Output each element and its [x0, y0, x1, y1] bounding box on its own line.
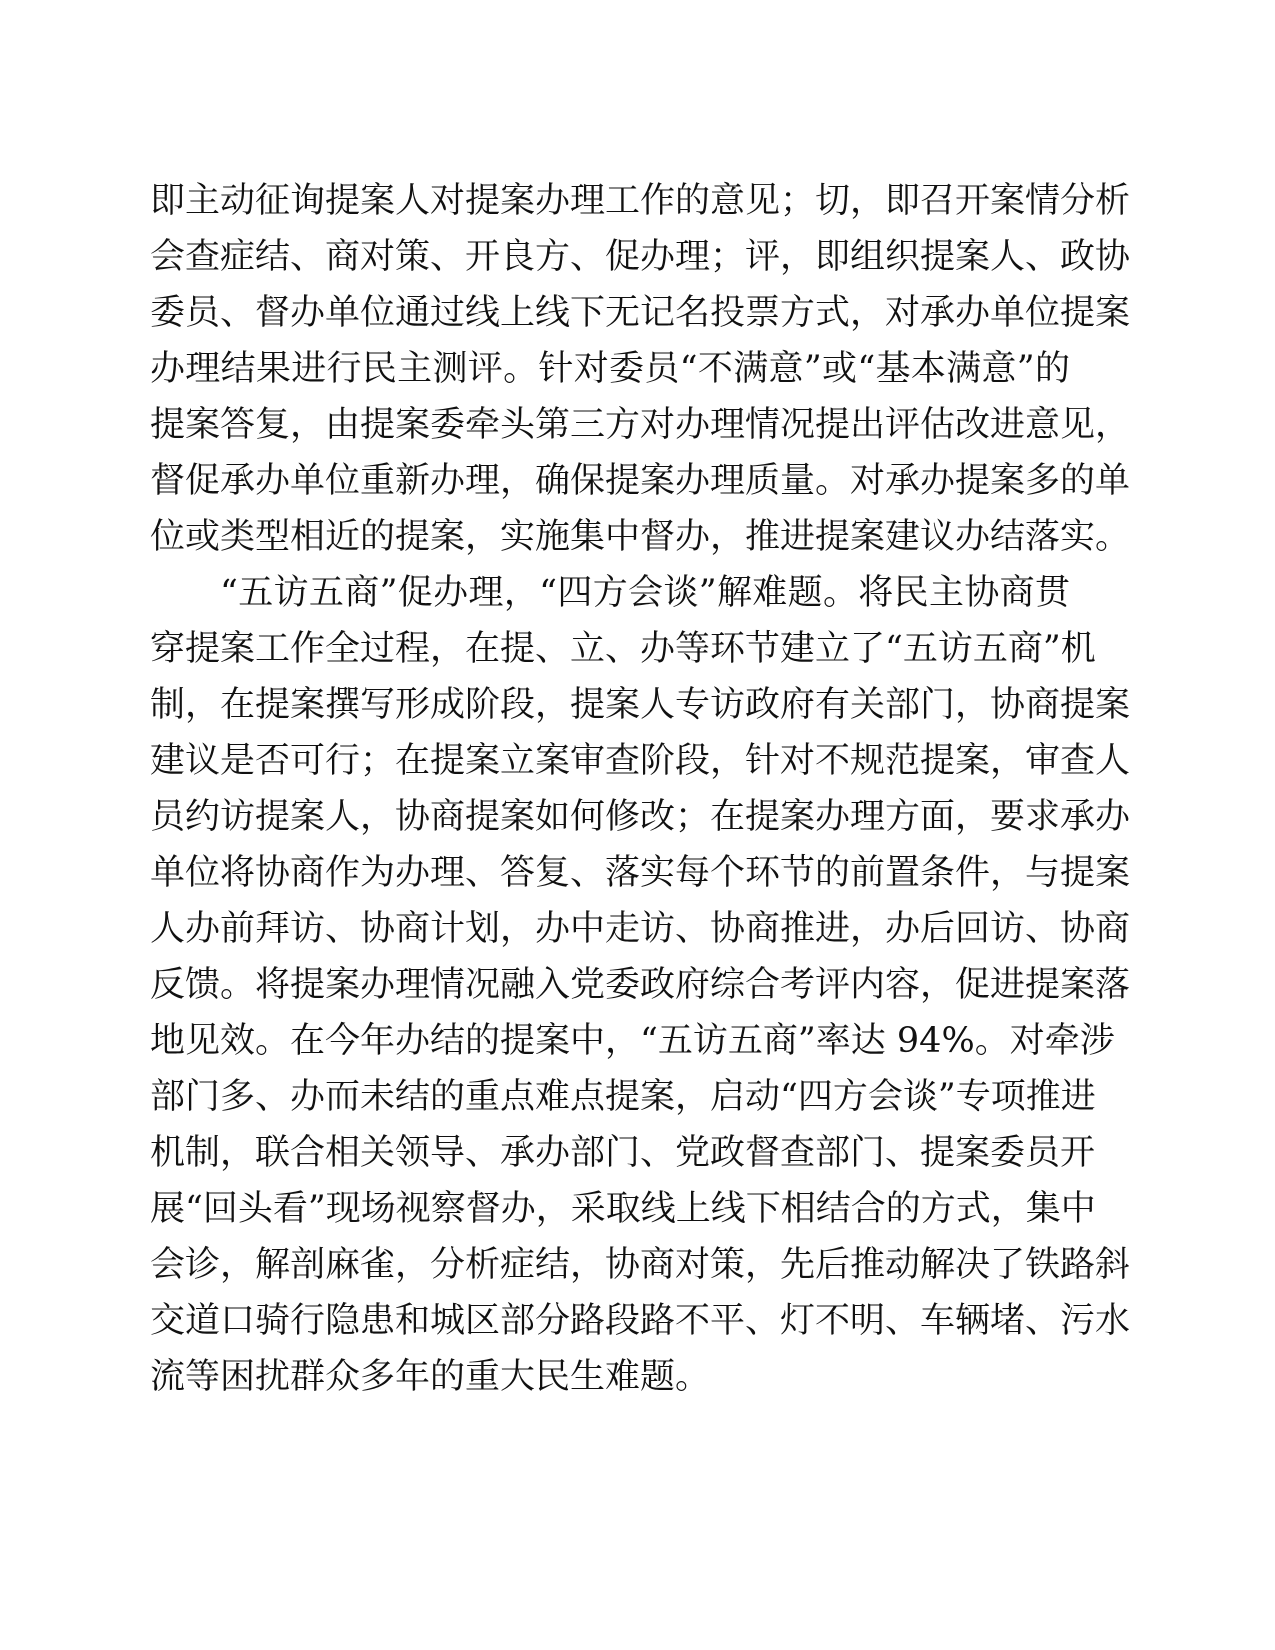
paragraph-last-line: 流等困扰群众多年的重大民生难题。 [150, 1357, 711, 1397]
text-line: 督促承办单位重新办理，确保提案办理质量。对承办提案多的单 [150, 461, 1131, 501]
text-line: 反馈。将提案办理情况融入党委政府综合考评内容，促进提案落 [150, 965, 1131, 1005]
text-line: 即主动征询提案人对提案办理工作的意见；切，即召开案情分析 [150, 181, 1131, 221]
text-line: 位或类型相近的提案，实施集中督办，推进提案建议办结落实。 [150, 517, 1131, 557]
text-line: 机制，联合相关领导、承办部门、党政督查部门、提案委员开 [150, 1133, 1096, 1173]
text-line: 穿提案工作全过程，在提、立、办等环节建立了“五访五商”机 [150, 629, 1096, 669]
text-line: 员约访提案人，协商提案如何修改；在提案办理方面，要求承办 [150, 797, 1131, 837]
text-line: 会查症结、商对策、开良方、促办理；评，即组织提案人、政协 [150, 237, 1131, 277]
text-line: 委员、督办单位通过线上线下无记名投票方式，对承办单位提案 [150, 293, 1131, 333]
text-line: 人办前拜访、协商计划，办中走访、协商推进，办后回访、协商 [150, 909, 1131, 949]
text-line: 会诊，解剖麻雀，分析症结，协商对策，先后推动解决了铁路斜 [150, 1245, 1131, 1285]
text-line: 提案答复，由提案委牵头第三方对办理情况提出评估改进意见， [150, 405, 1131, 445]
text-line: 部门多、办而未结的重点难点提案，启动“四方会谈”专项推进 [150, 1077, 1096, 1117]
text-line: 地见效。在今年办结的提案中，“五访五商”率达 94%。对牵涉 [150, 1021, 1115, 1061]
text-line: 单位将协商作为办理、答复、落实每个环节的前置条件，与提案 [150, 853, 1131, 893]
text-line: 展“回头看”现场视察督办，采取线上线下相结合的方式，集中 [150, 1189, 1096, 1229]
text-line: 交道口骑行隐患和城区部分路段路不平、灯不明、车辆堵、污水 [150, 1301, 1131, 1341]
text-line: 制，在提案撰写形成阶段，提案人专访政府有关部门，协商提案 [150, 685, 1131, 725]
text-line: 建议是否可行；在提案立案审查阶段，针对不规范提案，审查人 [150, 741, 1131, 781]
paragraph-first-line: “五访五商”促办理，“四方会谈”解难题。将民主协商贯 [220, 573, 1070, 613]
text-line: 办理结果进行民主测评。针对委员“不满意”或“基本满意”的 [150, 349, 1070, 389]
